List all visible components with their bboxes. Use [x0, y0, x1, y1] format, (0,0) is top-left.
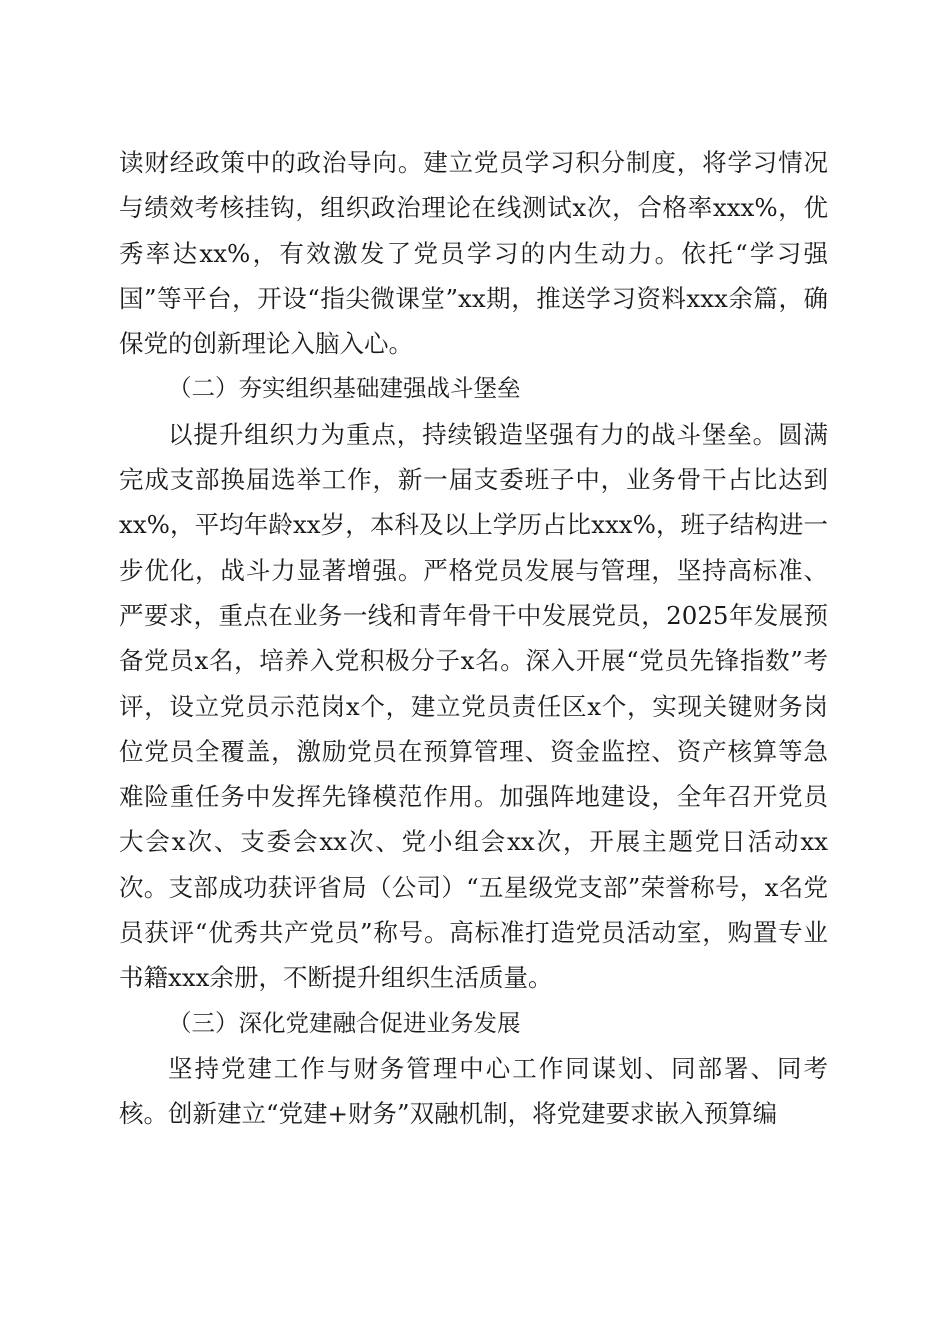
paragraph-continuation: 读财经政策中的政治导向。建立党员学习积分制度，将学习情况与绩效考核挂钩，组织政治理论在线测试x次，合格率xxx%，优秀率达xx%，有效激发了党员学习的内生动力。依托“学习强国”等平台，开设“指尖微课堂”xx期，推送学习资料xxx余篇，确保党的创新理论入脑入心。 [119, 148, 828, 359]
document-body [119, 140, 828, 1137]
paragraph-integration: 坚持党建工作与财务管理中心工作同谋划、同部署、同考核。创新建立“党建+财务”双融机制，将党建要求嵌入预算编 [119, 1053, 828, 1129]
paragraph-organization: 以提升组织力为重点，持续锻造坚强有力的战斗堡垒。圆满完成支部换届选举工作，新一届支委班子中，业务骨干占比达到xx%，平均年龄xx岁，本科及以上学历占比xxx%，班子结构进一步优化，战斗力显著增强。严格党员发展与管理，坚持高标准、严要求，重点在业务一线和青年骨干中发展党员，2025年发展预备党员x名，培养入党积极分子x名。深入开展“党员先锋指数”考评，设立党员示范岗x个，建立党员责任区x个，实现关键财务岗位党员全覆盖，激励党员在预算管理、资金监控、资产核算等急难险重任务中发挥先锋模范作用。加强阵地建设，全年召开党员大会x次、支委会xx次、党小组会xx次，开展主题党日活动xx次。支部成功获评省局（公司）“五星级党支部”荣誉称号，x名党员获评“优秀共产党员”称号。高标准打造党员活动室，购置专业书籍xxx余册，不断提升组织生活质量。 [119, 419, 828, 993]
section-heading-3: （三）深化党建融合促进业务发展 [168, 1008, 521, 1037]
section-heading-2: （二）夯实组织基础建强战斗堡垒 [168, 374, 521, 403]
